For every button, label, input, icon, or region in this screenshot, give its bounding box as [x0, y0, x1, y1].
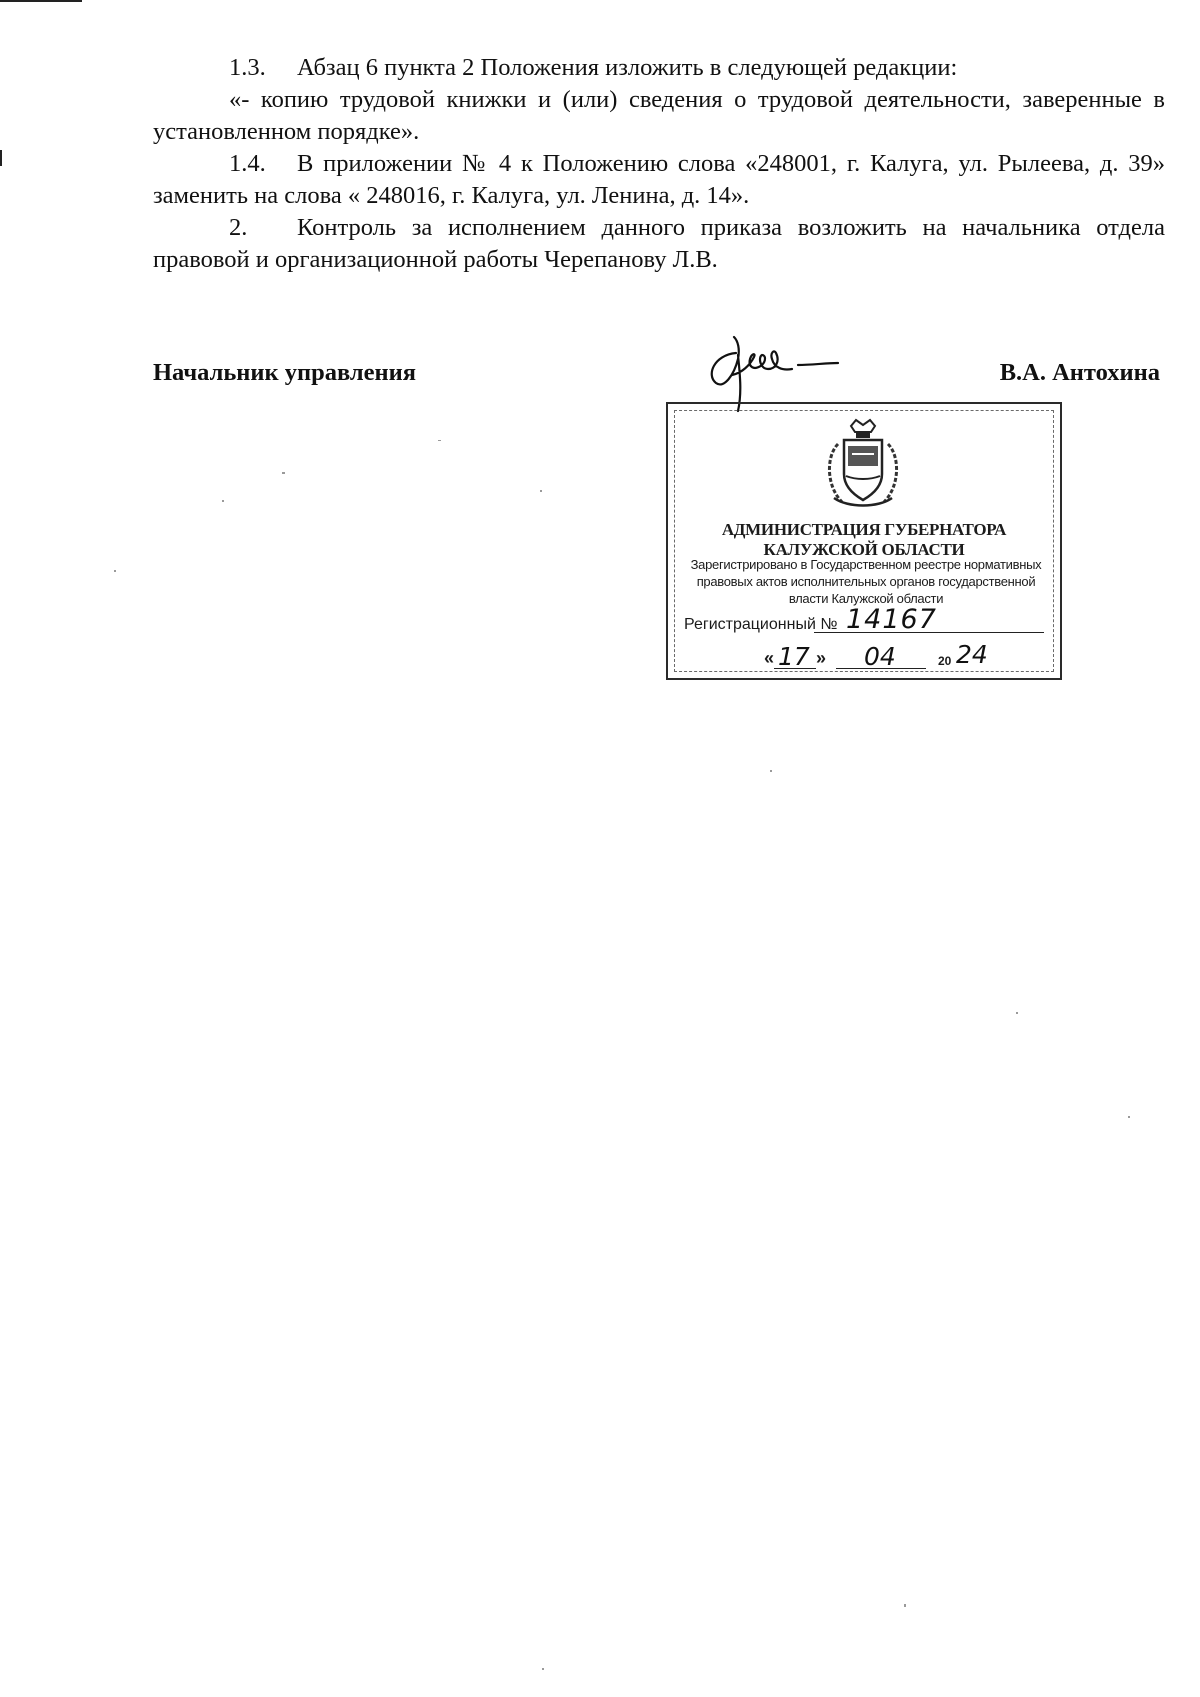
paragraph-text: «- копию трудовой книжки и (или) сведения о трудовой деятельности, заверенные в установленном порядке». — [153, 86, 1165, 145]
scan-speck — [114, 570, 116, 572]
paragraph-number: 2. — [229, 214, 248, 241]
scan-edge-mark — [0, 150, 2, 166]
scan-edge-mark — [0, 0, 82, 2]
paragraph-number: 1.4. — [229, 150, 266, 177]
scan-speck — [904, 1604, 906, 1607]
paragraph-text: В приложении № 4 к Положению слова «248001, г. Калуга, ул. Рылеева, д. 39» заменить на слова « 248016, г. Калуга, ул. Ленина, д. 14». — [153, 150, 1165, 209]
paragraph-number: 1.3. — [229, 54, 266, 81]
paragraph-quote — [153, 84, 1165, 148]
registration-stamp — [666, 402, 1062, 680]
paragraph-2 — [153, 212, 1165, 276]
registration-number-label: Регистрационный № — [684, 616, 838, 633]
registration-number-value: 14167 — [846, 604, 937, 635]
paragraph-1-4 — [153, 148, 1165, 212]
coat-of-arms-icon — [808, 416, 918, 512]
quote-close: » — [816, 648, 827, 668]
scan-speck — [540, 490, 542, 492]
scan-speck — [222, 500, 224, 502]
signer-title: Начальник управления — [153, 359, 417, 386]
scan-speck — [542, 1668, 544, 1670]
stamp-organization: АДМИНИСТРАЦИЯ ГУБЕРНАТОРА КАЛУЖСКОЙ ОБЛАСТИ — [721, 520, 1007, 559]
stamp-registration-text: Зарегистрировано в Государственном реестре нормативных правовых актов исполнительных органов государственной власти Калужской области — [690, 557, 1042, 606]
scan-speck — [282, 472, 285, 474]
body-text — [153, 52, 1165, 276]
scan-speck — [1128, 1116, 1130, 1118]
paragraph-1-3 — [153, 52, 1165, 84]
paragraph-text: Контроль за исполнением данного приказа возложить на начальника отдела правовой и организационной работы Черепанову Л.В. — [153, 214, 1165, 273]
paragraph-text: Абзац 6 пункта 2 Положения изложить в следующей редакции: — [297, 54, 958, 81]
scan-speck — [1016, 1012, 1018, 1014]
date-day: 17 — [778, 642, 810, 671]
date-year-prefix: 20 — [938, 654, 952, 668]
date-year-suffix: 24 — [956, 640, 988, 669]
quote-open: « — [764, 648, 775, 668]
date-month: 04 — [864, 642, 896, 671]
date-day-line — [774, 668, 816, 669]
signer-name: В.А. Антохина — [999, 359, 1160, 386]
date-month-line — [836, 668, 926, 669]
registration-date — [764, 642, 1054, 676]
scan-speck — [770, 770, 772, 772]
scan-speck — [438, 440, 441, 441]
